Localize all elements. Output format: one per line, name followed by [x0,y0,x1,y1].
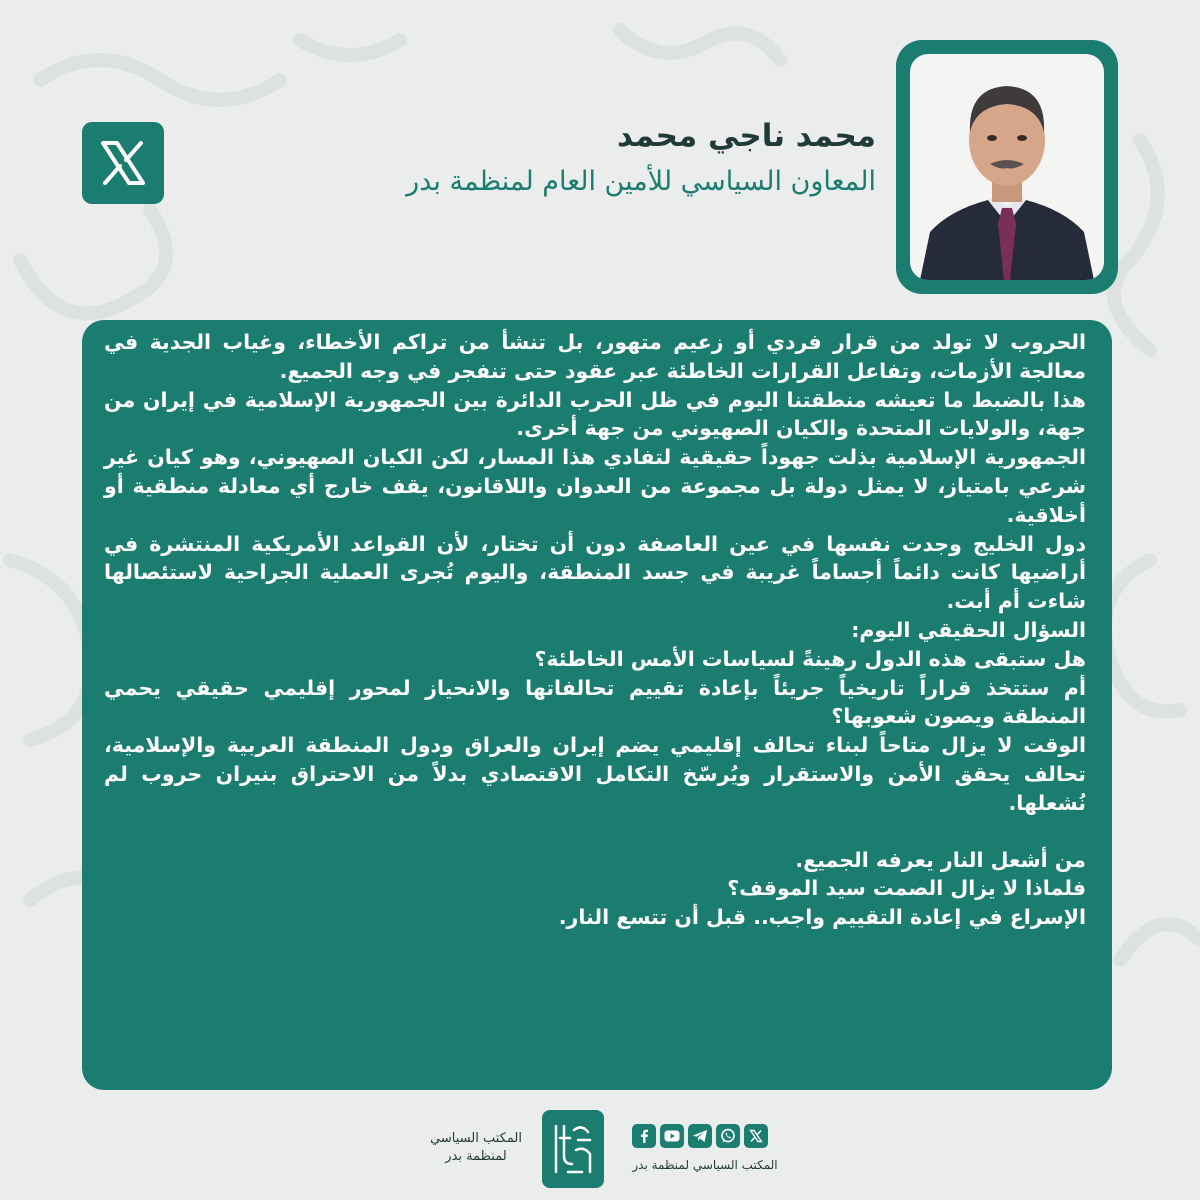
social-caption: المكتب السياسي لمنظمة بدر [632,1158,778,1172]
social-icons-row [632,1124,782,1150]
paragraph-gap [104,818,1086,846]
org-logo [542,1110,604,1188]
article-paragraph: من أشعل النار يعرفه الجميع. [795,847,1086,872]
x-logo-icon[interactable] [82,122,164,204]
article-card [82,320,1112,1090]
article-paragraph: الحروب لا تولد من قرار فردي أو زعيم متهور، بل تنشأ من تراكم الأخطاء، وغياب الجدية في معالجة الأزمات، وتفاعل القرارات الخاطئة عبر عقود حتى تنفجر في وجه الجميع. [104,330,1086,383]
footer-org-name [420,1130,532,1166]
article-paragraph: السؤال الحقيقي اليوم: [851,617,1086,642]
telegram-icon[interactable] [688,1124,712,1148]
article-paragraph: الإسراع في إعادة التقييم واجب.. قبل أن تتسع النار. [558,905,1086,930]
article-paragraph: هل ستبقى هذه الدول رهينةً لسياسات الأمس الخاطئة؟ [534,646,1086,671]
footer-org-line1: المكتب السياسي [430,1131,522,1146]
whatsapp-icon[interactable] [716,1124,740,1148]
person-role: المعاون السياسي للأمين العام لمنظمة بدر [406,166,876,197]
article-paragraph: الجمهورية الإسلامية بذلت جهوداً حقيقية لتفادي هذا المسار، لكن الكيان الصهيوني، وهو كيان غير شرعي بامتياز، لا يمثل دولة بل مجموعة من العدوان واللاقانون، يقف خارج أي معادلة منطقية أو أخلاقية. [104,445,1086,527]
article-paragraph: أم ستتخذ قراراً تاريخياً جريئاً بإعادة تقييم تحالفاتها والانحياز لمحور إقليمي حقيقي يحمي المنطقة ويصون شعوبها؟ [104,675,1086,729]
person-name: محمد ناجي محمد [616,118,876,154]
youtube-icon[interactable] [660,1124,684,1148]
article-paragraph: دول الخليج وجدت نفسها في عين العاصفة دون أن تختار، لأن القواعد الأمريكية المنتشرة في أراضيها كانت دائماً أجساماً غريبة في جسد المنطقة، واليوم تُجرى العملية الجراحية لاستئصالها شاءت أم أبت. [104,531,1086,614]
footer-org-line2: لمنظمة بدر [445,1149,507,1164]
portrait-photo [910,54,1104,280]
article-paragraph: الوقت لا يزال متاحاً لبناء تحالف إقليمي يضم إيران والعراق ودول المنطقة العربية والإسلامية، تحالف يحقق الأمن والاستقرار ويُرسّخ التكامل الاقتصادي بدلاً من الاحتراق بنيران حروب لم نُشعلها. [104,733,1086,815]
x-icon[interactable] [744,1124,768,1148]
article-paragraph: فلماذا لا يزال الصمت سيد الموقف؟ [727,876,1086,901]
article-paragraph: هذا بالضبط ما تعيشه منطقتنا اليوم في ظل الحرب الدائرة بين الجمهورية الإسلامية في إيران من جهة، والولايات المتحدة والكيان الصهيوني من جهة أخرى. [104,387,1086,441]
portrait-frame [896,40,1118,294]
article-text [104,328,1086,932]
facebook-icon[interactable] [632,1124,656,1148]
